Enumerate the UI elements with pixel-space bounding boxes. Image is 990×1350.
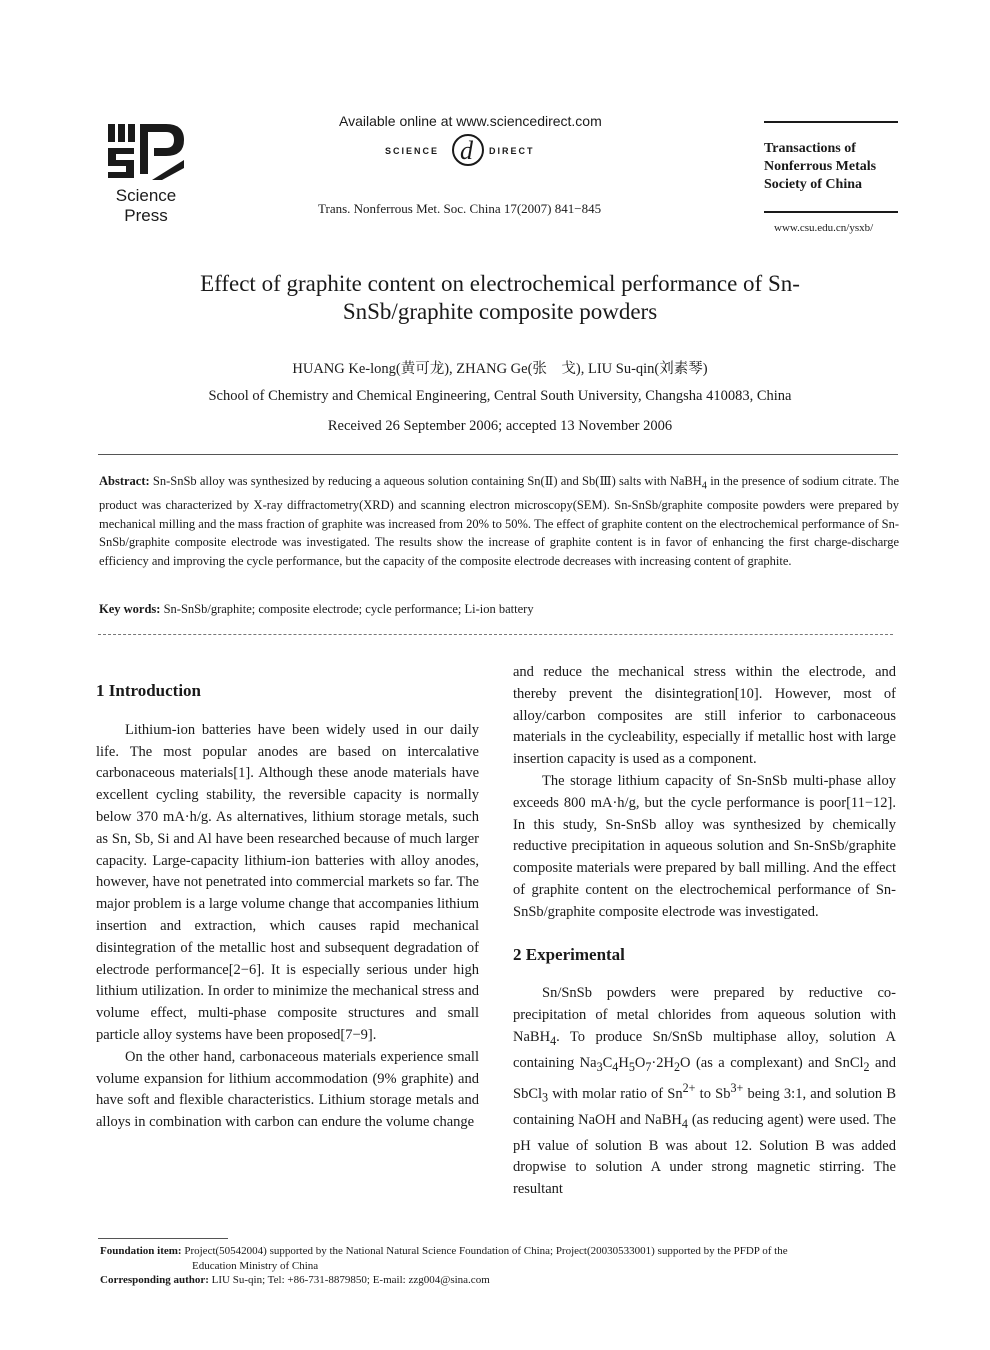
exp-sup-j: 3+ [730,1081,744,1096]
exp-text-a: Sn/SnSb powders were prepared by reductive co-precipitation of metal chlorides from aqueous solution with NaBH [513,985,896,1045]
svg-text:d: d [460,136,473,165]
abstract-text-2: in the presence of sodium citrate. The product was characterized by X-ray diffractometry(XRD) and scanning electron microscopy(SEM). Sn-SnSb/graphite composite powders were prepared by mechanical milling and the mass fraction of graphite was increased from 20% to 50%. The effect of graphite content on the electrochemical performance of Sn-SnSb/graphite composite electrode was investigated. The results show the increase of graphite content is in favor of enhancing the first charge-discharge efficiency and improving the cycle performance, but the capacity of the composite electrode decreases with increasing content of graphite. [99,474,899,568]
keywords-label: Key words: [99,602,161,616]
journal-url: www.csu.edu.cn/ysxb/ [774,222,874,234]
foundation-text-2: Education Ministry of China [192,1259,319,1272]
exp-text-e: O [634,1054,646,1071]
exp-sub-k: 4 [681,1116,688,1131]
exp-text-i: with molar ratio of Sn [548,1086,683,1103]
exp-text-b: . To produce Sn/SnSb multiphase alloy, solution A containing Na [513,1028,896,1071]
exp-sub-h: 3 [542,1091,549,1106]
journal-rule-bottom [764,211,898,213]
authors: HUANG Ke-long(黄可龙), ZHANG Ge(张 戈), LIU Su-qin(刘素琴) [292,361,708,377]
sciencedirect-at-icon [451,130,485,168]
exp-text-k: being 3:1, and solution B containing NaOH and NaBH [513,1086,896,1128]
journal-citation: Trans. Nonferrous Met. Soc. China 17(2007) 841−845 [318,201,602,216]
exp-text-h: and SbCl [513,1054,896,1103]
intro-paragraph-1: Lithium-ion batteries have been widely used in our daily life. The most popular anodes are based on intercalative carbonaceous materials[1]. Although these anode materials have excellent cycling stability, the reversible capacity is normally below 370 mA·h/g. As alternatives, lithium storage metals, such as Sn, Sb, Si and Al have been researched because of much larger capacity. Large-capacity lithium-ion batteries with alloy anodes, however, have not penetrated into commercial markets so far. The major problem is a large volume change that accompanies lithium insertion and extraction, which causes rapid mechanical disintegration of the metallic host and subsequent degradation of electrode performance[2−6]. It is especially serious under high lithium utilization. In order to minimize the mechanical stress and volume effect, multi-phase composite structures and small particle alloy systems have been proposed[7−9]. [96,721,479,1043]
exp-sup-i: 2+ [682,1081,696,1096]
abstract-rule [98,634,893,635]
journal-rule-top [764,121,898,123]
corresponding-label: Corresponding author: [100,1274,209,1286]
paper-title [60,270,940,326]
affiliation: School of Chemistry and Chemical Engineering, Central South University, Changsha 410083, China [208,388,792,404]
experimental-paragraph [513,983,896,1201]
right-paragraph-2: The storage lithium capacity of Sn-SnSb multi-phase alloy exceeds 800 mA·h/g, but the cycle performance is poor[11−12]. In this study, Sn-SnSb alloy was synthesized by chemically reductive precipitation in aqueous solution and Sn-SnSb/graphite composite materials were prepared by ball milling. And the effect of graphite content on the electrochemical performance of Sn-SnSb/graphite composite electrode was investigated. [513,772,896,920]
section-heading-introduction: 1 Introduction [96,681,202,700]
exp-text-l: (as reducing agent) were used. The pH value of solution B was about 12. Solution B was added dropwise to solution A under strong magnetic stirring. The resultant [513,1111,896,1198]
footnotes [100,1244,900,1288]
paper-title-text: Effect of graphite content on electrochemical performance of Sn-SnSb/graphite composite powders [200,271,800,324]
exp-sub-f: 2 [673,1059,681,1074]
section-heading-experimental: 2 Experimental [513,944,625,964]
sciencedirect-left: SCIENCE [385,146,440,156]
abstract-sub: 4 [701,480,707,492]
keywords [99,602,899,617]
abstract-label: Abstract: [99,474,150,488]
received-dates: Received 26 September 2006; accepted 13 November 2006 [327,418,673,434]
corresponding-text: LIU Su-qin; Tel: +86-731-8879850; E-mail: zzg004@sina.com [208,1274,490,1286]
journal-name: Transactions of Nonferrous Metals Society of China [764,141,877,192]
exp-sub-d: 5 [628,1059,635,1074]
abstract [99,472,899,570]
header-rule [98,454,898,455]
exp-text-d: H [618,1054,629,1071]
available-online-text: Available online at www.sciencedirect.com [339,113,602,129]
exp-text-j: to Sb [695,1086,731,1103]
exp-sub-b: 3 [596,1059,603,1074]
keywords-text: Sn-SnSb/graphite; composite electrode; cycle performance; Li-ion battery [160,602,534,616]
publisher-name: Science Press [115,186,177,225]
footnote-rule [98,1238,228,1239]
right-paragraph-1: and reduce the mechanical stress within the electrode, and thereby prevent the disintegration[10]. However, most of alloy/carbon composites are still inferior to carbonaceous materials in the cycleability, especially if metallic host with large insertion capacity is used as a component. [513,664,896,768]
exp-text-f: ·2H [651,1054,674,1071]
left-column [96,680,479,1134]
intro-paragraph-2: On the other hand, carbonaceous materials experience small volume expansion for lithium accommodation (9% graphite) and have soft and flexible characteristics. Lithium storage metals and alloys in combination with carbon can endure the volume change [96,1048,479,1131]
right-column [513,662,896,1201]
exp-sub-c: 4 [612,1059,619,1074]
exp-sub-e: 7 [645,1059,652,1074]
exp-text-g: O (as a complexant) and SnCl [680,1054,864,1071]
exp-text-c: C [602,1054,613,1071]
exp-sub-g: 2 [863,1059,870,1074]
foundation-text: Project(50542004) supported by the National Natural Science Foundation of China; Project(20030533001) supported by the PFDP of the [181,1245,788,1257]
foundation-label: Foundation item: [100,1245,182,1257]
abstract-text-1: Sn-SnSb alloy was synthesized by reducing a aqueous solution containing Sn(Ⅱ) and Sb(Ⅲ) salts with NaBH [149,474,702,488]
sciencedirect-right: DIRECT [489,146,535,156]
exp-sub-a: 4 [550,1033,557,1048]
